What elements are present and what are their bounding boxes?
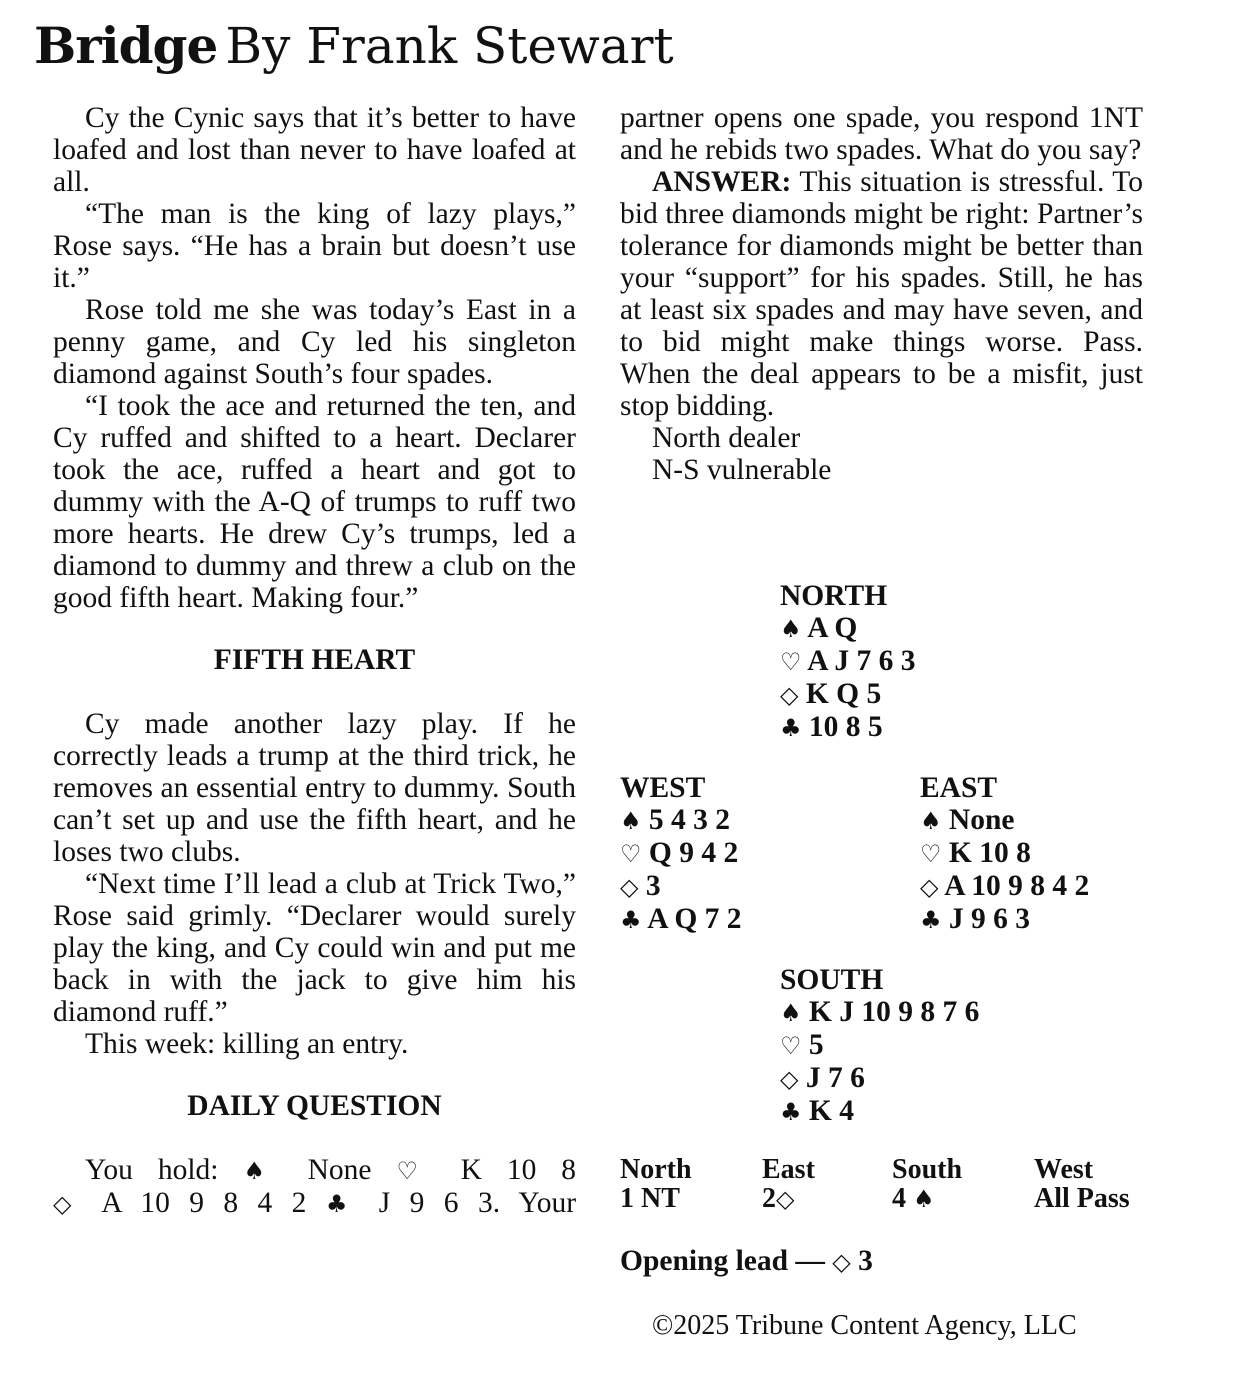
question-hearts: K 10 8 [460, 1154, 577, 1186]
spade-icon: ♠ [620, 807, 642, 835]
diamond-icon: ◇ [920, 873, 939, 901]
paragraph: “I took the ace and returned the ten, and Cy ruffed and shifted to a heart. Declarer took the ace, ruffed a heart and got to dummy with the A-Q of trumps to ruff two more hearts. He drew Cy’s trumps, led a diamond to dummy and threw a club on the good fifth heart. Making four.” [53, 390, 576, 614]
heart-icon: ♡ [396, 1157, 436, 1185]
diamond-icon: ◇ [776, 1185, 795, 1213]
heart-icon: ♡ [780, 1032, 802, 1060]
section-heading: FIFTH HEART [213, 644, 416, 676]
auction-bid: 1 NT [620, 1183, 680, 1214]
clubs-holding: A Q 7 2 [647, 903, 742, 935]
paragraph: Rose told me she was today’s East in a penny game, and Cy led his singleton diamond against South’s four spades. [53, 294, 576, 390]
auction-bid [892, 1184, 962, 1214]
auction-column-west [1034, 1155, 1130, 1213]
auction-header: South [892, 1154, 963, 1185]
spades-holding: A Q [807, 612, 858, 644]
heart-icon: ♡ [920, 840, 942, 868]
auction-bid: All Pass [1034, 1183, 1130, 1214]
spades-holding: None [948, 804, 1015, 836]
opening-lead-label: Opening lead — [620, 1245, 825, 1277]
spade-icon: ♠ [243, 1157, 283, 1185]
south-hand [780, 964, 979, 1128]
daily-question [53, 1154, 576, 1187]
heart-icon: ♡ [780, 648, 802, 676]
byline: By Frank Stewart [225, 17, 674, 75]
bid-level: 4 [892, 1183, 906, 1214]
spade-icon: ♠ [780, 615, 802, 643]
vulnerability-line: N-S vulnerable [652, 454, 832, 486]
answer-label: ANSWER: [652, 166, 792, 198]
right-column [620, 102, 1143, 486]
diamond-icon: ◇ [780, 681, 799, 709]
question-intro: You hold: [85, 1154, 219, 1186]
diamond-icon: ◇ [620, 873, 639, 901]
answer-paragraph [620, 166, 1143, 422]
auction-header: North [620, 1154, 692, 1185]
club-icon: ♣ [920, 906, 942, 934]
clubs-holding: 10 8 5 [808, 711, 883, 743]
clubs-holding: J 9 6 3 [948, 903, 1031, 935]
spade-icon: ♠ [920, 807, 942, 835]
diamonds-holding: A 10 9 8 4 2 [944, 870, 1090, 902]
diamonds-holding: J 7 6 [805, 1062, 865, 1094]
auction-header: East [762, 1154, 815, 1185]
spade-icon: ♠ [780, 999, 802, 1027]
column-title: Bridge [34, 16, 218, 75]
auction-header: West [1034, 1154, 1094, 1185]
bid-level: 2 [762, 1183, 776, 1214]
auction-column-east [762, 1155, 815, 1214]
west-hand [620, 772, 742, 936]
hearts-holding: A J 7 6 3 [807, 645, 916, 677]
diamonds-holding: 3 [645, 870, 661, 902]
east-hand [920, 772, 1089, 936]
auction-bid [762, 1184, 815, 1214]
spades-holding: 5 4 3 2 [648, 804, 731, 836]
auction-column-south [892, 1155, 962, 1214]
opening-lead-card: 3 [858, 1245, 873, 1277]
hand-label: WEST [620, 772, 706, 804]
club-icon: ♣ [780, 714, 802, 742]
paragraph: Cy made another lazy play. If he correctly leads a trump at the third trick, he removes an essential entry to dummy. South can’t set up and use the fifth heart, and he loses two clubs. [53, 708, 576, 868]
diamond-icon: ◇ [53, 1190, 84, 1218]
copyright: ©2025 Tribune Content Agency, LLC [652, 1310, 1077, 1341]
spades-holding: K J 10 9 8 7 6 [808, 996, 980, 1028]
question-clubs: J 9 6 3. Your [378, 1187, 577, 1219]
paragraph: Cy the Cynic says that it’s better to have loafed and lost than never to have loafed at all. [53, 102, 576, 198]
hearts-holding: 5 [808, 1029, 824, 1061]
clubs-holding: K 4 [808, 1095, 854, 1127]
question-diamonds: A 10 9 8 4 2 [101, 1187, 307, 1219]
hearts-holding: K 10 8 [948, 837, 1031, 869]
dealer-line: North dealer [652, 422, 801, 454]
column-header [34, 16, 674, 75]
hearts-holding: Q 9 4 2 [648, 837, 739, 869]
hand-label: NORTH [780, 580, 888, 612]
opening-lead [620, 1245, 873, 1278]
paragraph: partner opens one spade, you respond 1NT and he rebids two spades. What do you say? [620, 102, 1143, 166]
club-icon: ♣ [780, 1098, 802, 1126]
diamond-icon: ◇ [780, 1065, 799, 1093]
diamond-icon: ◇ [832, 1248, 851, 1276]
paragraph: “Next time I’ll lead a club at Trick Two,” Rose said grimly. “Declarer would surely play the king, and Cy could win and put me back in with the jack to give him his diamond ruff.” [53, 868, 576, 1028]
hand-label: EAST [920, 772, 998, 804]
north-hand [780, 580, 915, 744]
daily-question-line2 [53, 1187, 576, 1220]
left-column [53, 102, 576, 1220]
paragraph: This week: killing an entry. [85, 1028, 409, 1060]
paragraph: “The man is the king of lazy plays,” Rose says. “He has a brain but doesn’t use it.” [53, 198, 576, 294]
club-icon: ♣ [620, 906, 642, 934]
heart-icon: ♡ [620, 840, 642, 868]
diamonds-holding: K Q 5 [805, 678, 882, 710]
spade-icon: ♠ [913, 1185, 935, 1213]
question-spades: None [307, 1154, 372, 1186]
answer-text: This situation is stressful. To bid three diamonds might be right: Partner’s tolerance for diamonds might be better than your “support” for his spades. Still, he has at least six spades and may have seven, and to bid might make things worse. Pass. When the deal appears to be a misfit, just stop bidding. [620, 166, 1144, 422]
auction-column-north [620, 1155, 692, 1213]
club-icon: ♣ [325, 1190, 360, 1218]
section-heading: DAILY QUESTION [187, 1090, 442, 1122]
hand-label: SOUTH [780, 964, 884, 996]
